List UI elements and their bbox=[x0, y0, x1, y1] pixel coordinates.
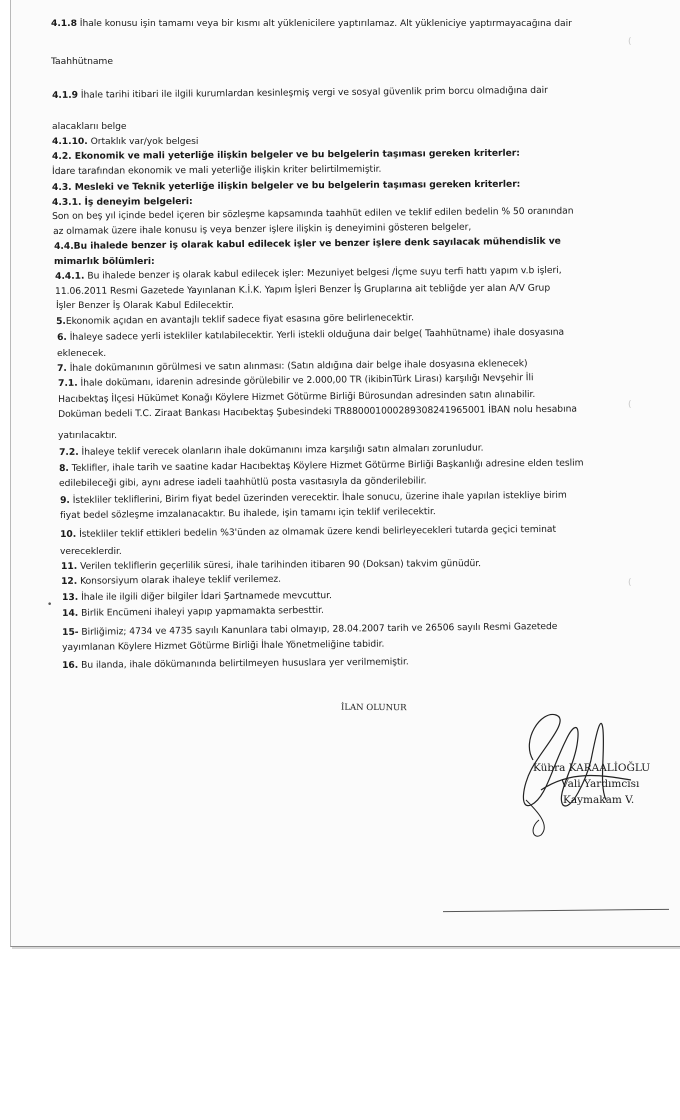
closing-phrase: İLAN OLUNUR bbox=[340, 702, 407, 714]
document-line: Doküman bedeli T.C. Ziraat Bankası Hacıbektaş Şubesindeki TR880001000289308241965001 İBAN nolu hesabına bbox=[58, 403, 577, 420]
document-line: 4.3. Mesleki ve Teknik yeterliğe ilişkin belgeler ve bu belgelerin taşıması gereken kriterler: bbox=[52, 178, 521, 193]
item-number: 9. bbox=[60, 494, 70, 506]
scan-mark: ( bbox=[628, 578, 632, 588]
item-text: Konsorsiyum olarak ihaleye teklif verilemez. bbox=[77, 573, 282, 587]
item-text: İstekliler teklif ettikleri bedelin %3'ünden az olmamak üzere kendi belirleyecekleri tutarda geçici teminat bbox=[76, 523, 557, 540]
document-line bbox=[51, 18, 572, 29]
item-number: 12. bbox=[61, 575, 78, 587]
document-line bbox=[57, 358, 528, 374]
document-line: eklenecek. bbox=[57, 348, 107, 359]
document-line: alacaklarıı belge bbox=[52, 121, 127, 132]
item-text: Bu ilanda, ihale dökümanında belirtilmeyen hususlara yer verilmemiştir. bbox=[78, 656, 409, 671]
document-line: 4.4.Bu ihalede benzer iş olarak kabul edilecek işler ve benzer işlere denk sayılacak mühendislik ve bbox=[54, 235, 561, 252]
item-number: 14. bbox=[62, 607, 79, 619]
document-line: İşler Benzer İş Olarak Kabul Edilecektir. bbox=[56, 300, 234, 311]
scan-mark: ( bbox=[628, 37, 632, 47]
document-line bbox=[62, 656, 409, 671]
item-text: İhale konusu işin tamamı veya bir kısmı alt yüklenicilere yaptırılamaz. Alt yükleniciye yaptırmayacağına dair bbox=[76, 18, 572, 29]
item-text: İhale ile ilgili diğer bilgiler İdari Şartnamede mevcuttur. bbox=[78, 590, 332, 603]
item-number: 6. bbox=[57, 331, 67, 343]
item-text: İhale dokümanının görülmesi ve satın alınması: (Satın aldığına dair belge ihale dosyasına eklenecek) bbox=[66, 358, 528, 374]
document-line: 4.3.1. İş deneyim belgeleri: bbox=[52, 196, 193, 208]
signatory-title: Vali Yardımcısı bbox=[561, 778, 640, 790]
document-line bbox=[60, 524, 556, 540]
item-number: 7.2. bbox=[59, 446, 79, 458]
item-number: 5. bbox=[56, 315, 66, 327]
document-line bbox=[56, 312, 414, 327]
item-number: 4.4.1. bbox=[55, 270, 85, 282]
item-text: İhaleye sadece yerli istekliler katılabilecektir. Yerli istekli olduğuna dair belge( Taahhütname) ihale dosyasına bbox=[66, 326, 565, 343]
signatory-name: Kübra KARAALİOĞLU bbox=[533, 762, 651, 774]
document-line: az olmamak üzere ihale konusu iş veya benzer işlere ilişkin iş deneyimini gösteren belgeler, bbox=[53, 221, 472, 237]
item-number: 8. bbox=[59, 462, 69, 474]
signatory-acting-title: Kaymakam V. bbox=[563, 794, 635, 806]
document-line bbox=[61, 558, 481, 572]
item-number: 13. bbox=[62, 591, 79, 603]
item-number: 7.1. bbox=[58, 377, 78, 389]
document-line bbox=[55, 265, 562, 282]
document-line bbox=[60, 490, 567, 506]
document-line: vereceklerdir. bbox=[60, 546, 122, 557]
document-line: 11.06.2011 Resmi Gazetede Yayınlanan K.İ.K. Yapım İşleri Benzer İş Gruplarına ait tebliğde yer alan A/V Grup bbox=[55, 282, 551, 297]
document-line: yayımlanan Köylere Hizmet Götürme Birliği İhale Yönetmeliğine tabidir. bbox=[62, 638, 385, 653]
document-line: Taahhütname bbox=[51, 56, 113, 67]
item-number: 4.1.9 bbox=[52, 89, 79, 101]
item-number: 15- bbox=[62, 626, 79, 638]
document-line: İdare tarafından ekonomik ve mali yeterliğe ilişkin kriter belirtilmemiştir. bbox=[52, 163, 382, 177]
document-line bbox=[59, 443, 483, 458]
document-line bbox=[62, 621, 557, 638]
document-line: Hacıbektaş İlçesi Hükümet Konağı Köylere Hizmet Götürme Birliği Bürosundan adresinden satın alınabilir. bbox=[58, 389, 536, 405]
item-number: 7. bbox=[57, 362, 67, 374]
document-line bbox=[62, 590, 332, 603]
item-text: Birliğimiz; 4734 ve 4735 sayılı Kanunlara tabi olmayıp, 28.04.2007 tarih ve 26506 sayılı Resmi Gazetede bbox=[78, 620, 558, 638]
scan-mark: ( bbox=[628, 400, 632, 410]
item-text: Birlik Encümeni ihaleyi yapıp yapmamakta serbesttir. bbox=[78, 604, 324, 619]
item-number: 11. bbox=[61, 560, 78, 572]
item-number: 10. bbox=[60, 528, 77, 540]
document-line: Son on beş yıl içinde bedel içeren bir sözleşme kapsamında taahhüt edilen ve teklif edilen bedelin % 50 oranından bbox=[52, 205, 574, 222]
document-line: yatırılacaktır. bbox=[58, 430, 117, 441]
item-text: Ortaklık var/yok belgesi bbox=[87, 136, 199, 147]
item-text: Bu ihalede benzer iş olarak kabul edilecek işler: Mezuniyet belgesi /İçme suyu terfi hattı yapım v.b işleri, bbox=[84, 264, 562, 282]
document-line bbox=[61, 574, 281, 587]
item-text: Verilen tekliflerin geçerlilik süresi, ihale tarihinden itibaren 90 (Doksan) takvim günüdür. bbox=[77, 558, 482, 572]
item-text: Ekonomik açıdan en avantajlı teklif sadece fiyat esasına göre belirlenecektir. bbox=[65, 312, 414, 327]
document-line: mimarlık bölümleri: bbox=[54, 256, 155, 267]
document-line: edilebileceği gibi, aynı adrese iadeli taahhütlü posta vasıtasıyla da gönderilebilir. bbox=[59, 475, 427, 489]
item-text: İhale dokümanı, idarenin adresinde görülebilir ve 2.000,00 TR (ikibinTürk Lirası) karşılığı Nevşehir İli bbox=[77, 372, 534, 389]
item-number: 16. bbox=[62, 659, 79, 671]
signature-block bbox=[511, 700, 661, 850]
item-text: İhaleye teklif verecek olanların ihale dokümanını imza karşılığı satın almaları zorunludur. bbox=[78, 442, 484, 458]
document-line: fiyat bedel sözleşme imzalanacaktır. Bu ihalede, işin tamamı için teklif verilecektir. bbox=[60, 506, 436, 521]
document-line: 4.2. Ekonomik ve mali yeterliğe ilişkin belgeler ve bu belgelerin taşıması gereken kriterler: bbox=[52, 147, 520, 162]
document-line bbox=[52, 85, 548, 101]
document-line bbox=[58, 372, 534, 389]
document-line bbox=[59, 458, 584, 474]
item-number: 4.1.8 bbox=[51, 18, 77, 29]
document-line bbox=[62, 605, 324, 619]
item-text: Teklifler, ihale tarih ve saatine kadar Hacıbektaş Köylere Hizmet Götürme Birliği Başkanlığı adresine elden teslim bbox=[68, 457, 584, 474]
scanned-page bbox=[10, 0, 680, 947]
item-number: 4.1.10. bbox=[52, 136, 88, 147]
handwritten-signature bbox=[511, 700, 661, 850]
item-text: İhale tarihi itibari ile ilgili kurumlardan kesinleşmiş vergi ve sosyal güvenlik prim borcu olmadığına dair bbox=[77, 84, 548, 101]
document-line bbox=[57, 327, 564, 343]
document-line bbox=[52, 136, 198, 147]
scan-mark: • bbox=[47, 600, 53, 610]
item-text: İstekliler tekliflerini, Birim fiyat bedel üzerinden verecektir. İhale sonucu, üzerine ihale yapılan istekliye birim bbox=[69, 489, 567, 506]
